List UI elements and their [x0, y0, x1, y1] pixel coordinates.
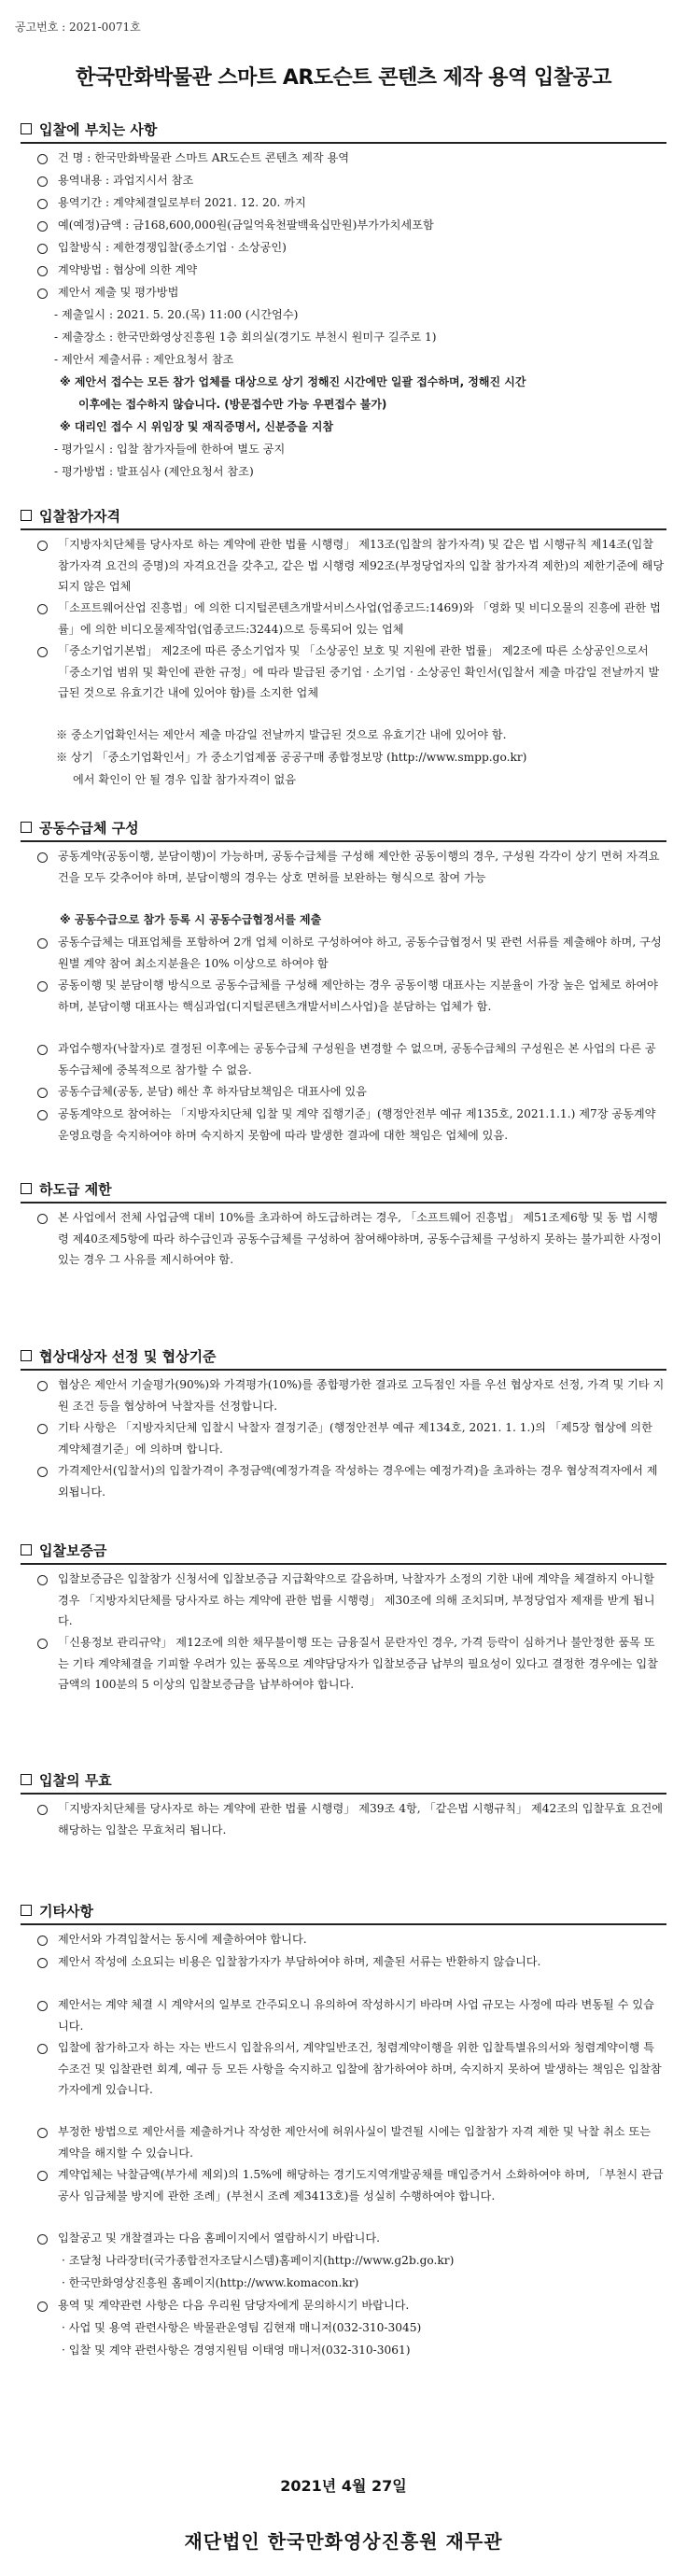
square-bullet-icon — [21, 822, 32, 833]
note-proxy: ※ 대리인 접수 시 위임장 및 재직증명서, 신분증을 지참 — [60, 420, 334, 433]
bid-bond-required: 「신용정보 관리규약」 제12조에 의한 채무불이행 또는 금융질서 문란자인 경우, 가격 등락이 심하거나 불안정한 품목 또는 기타 계약체결을 기피할 우려가 있는 품목으로 계약담당자가 입찰보증금 납부의 필요성이 있다고 결정한 경우에는 입찰금액의 100분의 5 이상의 입찰보증금을 납부하여야 합니다. — [58, 1636, 658, 1691]
section-heading — [0, 1541, 687, 1561]
section-heading — [0, 1770, 687, 1791]
circle-bullet-icon — [37, 1424, 48, 1434]
circle-bullet-icon — [37, 981, 48, 992]
misc-simultaneous: 제안서와 가격입찰서는 동시에 제출하여야 합니다. — [58, 1933, 307, 1946]
consortium-change: 과업수행자(낙찰자)로 결정된 이후에는 공동수급체 구성원을 변경할 수 없으며, 공동수급체의 구성원은 본 사업의 다른 공동수급체에 중복적으로 참가할 수 없음. — [58, 1042, 656, 1077]
circle-bullet-icon — [37, 1805, 48, 1815]
square-bullet-icon — [21, 1183, 32, 1194]
section-misc — [0, 1901, 687, 2357]
bid-method: 입찰방식 : 제한경쟁입찰(중소기업 · 소상공인) — [58, 241, 287, 254]
square-bullet-icon — [21, 1544, 32, 1555]
section-title: 공동수급체 구성 — [39, 820, 139, 837]
section-eligibility — [0, 506, 687, 786]
section-divider — [21, 142, 666, 144]
circle-bullet-icon — [37, 1936, 48, 1946]
square-bullet-icon — [21, 510, 32, 521]
circle-bullet-icon — [37, 541, 48, 551]
circle-bullet-icon — [37, 1110, 48, 1120]
circle-bullet-icon — [37, 266, 48, 276]
section-heading — [0, 818, 687, 838]
misc-results-notice: 입찰공고 및 개찰결과는 다음 홈페이지에서 열람하시기 바랍니다. — [58, 2231, 380, 2245]
note-onsite-only-cont: 이후에는 접수하지 않습니다. (방문접수만 가능 우편접수 불가) — [78, 398, 387, 411]
circle-bullet-icon — [37, 938, 48, 949]
circle-bullet-icon — [37, 1575, 48, 1585]
circle-bullet-icon — [37, 2234, 48, 2245]
section-title: 입찰의 무효 — [39, 1772, 112, 1789]
section-divider — [21, 1369, 666, 1371]
service-period: 용역기간 : 계약체결일로부터 2021. 12. 20. 까지 — [58, 196, 306, 209]
service-content: 용역내용 : 과업지시서 참조 — [58, 174, 194, 187]
link-g2b[interactable]: · 조달청 나라장터(국가종합전자조달시스템)홈페이지(http://www.g2b.go.kr) — [62, 2254, 455, 2267]
section-heading — [0, 506, 687, 527]
misc-bond-purchase: 계약업체는 낙찰금액(부가세 제외)의 1.5%에 해당하는 경기도지역개발공채를 매입증거서 소화하여야 하며, 「부천시 관급공사 임금체불 방지에 관한 조례」(부천시 조례 제3413호)를 성실히 수행하여야 합니다. — [58, 2168, 664, 2203]
note-onsite-only: ※ 제안서 접수는 모든 참가 업체를 대상으로 상기 정해진 시간에만 일괄 접수하며, 정해진 시간 — [60, 375, 526, 388]
misc-fraud: 부정한 방법으로 제안서를 제출하거나 작성한 제안서에 허위사실이 발견될 시에는 입찰참가 자격 제한 및 낙찰 취소 또는 계약을 해지할 수 있습니다. — [58, 2125, 651, 2160]
contact-contract: · 입찰 및 계약 관련사항은 경영지원팀 이태영 매니저(032-310-3061) — [62, 2344, 411, 2357]
consortium-allowed: 공동계약(공동이행, 분담이행)이 가능하며, 공동수급체를 구성해 제안한 공동이행의 경우, 구성원 각각이 상기 면허 자격요건을 모두 갖추어야 하며, 분담이행의 경우는 상호 면허를 보완하는 형식으로 참여 가능 — [58, 850, 660, 884]
circle-bullet-icon — [37, 244, 48, 254]
budget-amount: 예(예정)금액 : 금168,600,000원(금일억육천팔백육십만원)부가가치세포함 — [58, 218, 434, 232]
evaluation-method: - 평가방법 : 발표심사 (제안요청서 참조) — [54, 465, 254, 478]
eligibility-law: 「지방자치단체를 당사자로 하는 계약에 관한 법률 시행령」 제13조(입찰의 참가자격) 및 같은 법 시행규칙 제14조(입찰 참가자격 요건의 증명)의 자격요건을 갖추고, 같은 법 시행령 제92조(부정당업자의 입찰 참가자격 제한)의 제한기준에 해당되지 않은 업체 — [58, 538, 665, 593]
circle-bullet-icon — [37, 289, 48, 299]
submission-date: - 제출일시 : 2021. 5. 20.(목) 11:00 (시간엄수) — [54, 308, 299, 321]
misc-cost: 제안서 작성에 소요되는 비용은 입찰참가자가 부담하여야 하며, 제출된 서류는 반환하지 않습니다. — [58, 1955, 541, 1968]
consortium-size: 공동수급체는 대표업체를 포함하여 2개 업체 이하로 구성하여야 하고, 공동수급협정서 및 관련 서류를 제출해야 하며, 구성원별 계약 참여 최소지분율은 10% 이상으로 하여야 함 — [58, 936, 662, 970]
circle-bullet-icon — [37, 1381, 48, 1391]
link-komacon[interactable]: · 한국만화영상진흥원 홈페이지(http://www.komacon.kr) — [62, 2276, 359, 2289]
square-bullet-icon — [21, 123, 32, 134]
circle-bullet-icon — [37, 852, 48, 863]
circle-bullet-icon — [37, 221, 48, 232]
section-heading — [0, 1346, 687, 1367]
circle-bullet-icon — [37, 1639, 48, 1649]
section-title: 하도급 제한 — [39, 1181, 112, 1198]
consortium-rules: 공동계약으로 참여하는 「지방자치단체 입찰 및 계약 집행기준」(행정안전부 예규 제135호, 2021.1.1.) 제7장 공동계약 운영요령을 숙지하여야 하며 숙지하지 못함에 따라 발생한 결과에 대한 책임은 업체에 있음. — [58, 1107, 656, 1142]
square-bullet-icon — [21, 1905, 32, 1916]
evaluation-date: - 평가일시 : 입찰 참가자들에 한하여 별도 공지 — [54, 443, 286, 456]
section-bid-bond — [0, 1541, 687, 1691]
circle-bullet-icon — [37, 1214, 48, 1224]
notice-number: 공고번호 : 2021-0071호 — [15, 21, 141, 34]
document-title: 한국만화박물관 스마트 AR도슨트 콘텐츠 제작 용역 입찰공고 — [76, 66, 611, 90]
subcontract-limit: 본 사업에서 전체 사업금액 대비 10%를 초과하여 하도급하려는 경우, 「소프트웨어 진흥법」 제51조제6항 및 동 법 시행령 제40조제5항에 따라 하수급인과 공동수급체를 구성하여 참여해야하며, 공동수급체를 구성하지 못하는 불가피한 사정이 있는 경우 그 사유를 제시하여야 함. — [58, 1211, 662, 1266]
section-title: 입찰참가자격 — [39, 508, 120, 525]
circle-bullet-icon — [37, 1045, 48, 1055]
circle-bullet-icon — [37, 2171, 48, 2181]
consortium-leader: 공동이행 및 분담이행 방식으로 공동수급체를 구성해 제안하는 경우 공동이행 대표사는 지분율이 가장 높은 업체로 하여야 하며, 분담이행 대표사는 핵심과업(디지털콘텐츠개발서비스사업)을 분담하는 업체가 함. — [58, 978, 658, 1013]
section-divider — [21, 1923, 666, 1925]
section-divider — [21, 1202, 666, 1204]
submission-heading: 제안서 제출 및 평가방법 — [58, 286, 179, 299]
negotiation-rules: 기타 사항은 「지방자치단체 입찰시 낙찰자 결정기준」(행정안전부 예규 제134호, 2021. 1. 1.)의 「제5장 협상에 의한 계약체결기준」에 의하며 합니다. — [58, 1421, 652, 1456]
circle-bullet-icon — [37, 199, 48, 209]
section-divider — [21, 1563, 666, 1565]
submission-documents: - 제안서 제출서류 : 제안요청서 참조 — [54, 353, 234, 366]
section-negotiation — [0, 1346, 687, 1499]
circle-bullet-icon — [37, 154, 48, 164]
contact-project: · 사업 및 용역 관련사항은 박물관운영팀 김현재 매니저(032-310-3045) — [62, 2321, 422, 2334]
section-divider — [21, 840, 666, 842]
note-consortium-agreement: ※ 공동수급으로 참가 등록 시 공동수급협정서를 제출 — [60, 913, 322, 926]
consortium-warranty: 공동수급체(공동, 분담) 해산 후 하자담보책임은 대표사에 있음 — [58, 1085, 367, 1098]
eligibility-sme: 「중소기업기본법」 제2조에 따른 중소기업자 및 「소상공인 보호 및 지원에 관한 법률」 제2조에 따른 소상공인으로서 「중소기업 범위 및 확인에 관한 규정」에 따라 발급된 중기업 · 소기업 · 소상공인 확인서(입찰서 제출 마감일 전날까지 발급된 것으로 유효기간 내에 있어야 함)를 소지한 업체 — [58, 644, 660, 699]
negotiation-price-limit: 가격제안서(입찰서)의 입찰가격이 추정금액(예정가격을 작성하는 경우에는 예정가격)을 초과하는 경우 협상적격자에서 제외됩니다. — [58, 1464, 658, 1499]
bid-bond-pledge: 입찰보증금은 입찰참가 신청서에 입찰보증금 지급확약으로 갈음하며, 낙찰자가 소정의 기한 내에 계약을 체결하지 아니할 경우 「지방자치단체를 당사자로 하는 계약에 관한 법률 시행령」 제30조에 의해 조치되며, 부정당업자 제재를 받게 됩니다. — [58, 1572, 655, 1627]
circle-bullet-icon — [37, 2128, 48, 2138]
contract-method: 계약방법 : 협상에 의한 계약 — [58, 263, 198, 276]
section-divider — [21, 1793, 666, 1795]
circle-bullet-icon — [37, 176, 48, 187]
notice-date: 2021년 4월 27일 — [280, 2477, 407, 2495]
section-title: 입찰에 부치는 사항 — [39, 121, 158, 138]
misc-bidder-duty: 입찰에 참가하고자 하는 자는 반드시 입찰유의서, 계약일반조건, 청렴계약이행을 위한 입찰특별유의서와 청렴계약이행 특수조건 및 입찰관련 회계, 예규 등 모든 사항을 숙지하고 입찰에 참가하여야 하며, 숙지하지 못하여 발생하는 책임은 입찰참가자에게 있습니다. — [58, 2041, 662, 2096]
note-smpp-check: ※ 상기 「중소기업확인서」가 중소기업제품 공공구매 종합정보망 (http://www.smpp.go.kr) — [56, 751, 527, 764]
circle-bullet-icon — [37, 1088, 48, 1098]
section-heading — [0, 1179, 687, 1200]
square-bullet-icon — [21, 1774, 32, 1785]
section-divider — [21, 528, 666, 530]
section-title: 입찰보증금 — [39, 1542, 107, 1559]
section-invalid-bid — [0, 1770, 687, 1837]
note-sme-certificate: ※ 중소기업확인서는 제안서 제출 마감일 전날까지 발급된 것으로 유효기간 내에 있어야 함. — [56, 728, 507, 741]
circle-bullet-icon — [37, 2044, 48, 2054]
section-heading — [0, 120, 687, 140]
circle-bullet-icon — [37, 2001, 48, 2011]
negotiation-scoring: 협상은 제안서 기술평가(90%)와 가격평가(10%)를 종합평가한 결과로 고득점인 자를 우선 협상자로 선정, 가격 및 기타 지원 조건 등을 협상하여 낙찰자를 선정합니다. — [58, 1378, 665, 1413]
circle-bullet-icon — [37, 604, 48, 614]
circle-bullet-icon — [37, 2302, 48, 2312]
section-bid-items — [0, 120, 687, 478]
section-title: 기타사항 — [39, 1903, 93, 1920]
invalid-bid-rule: 「지방자치단체를 당사자로 하는 계약에 관한 법률 시행령」 제39조 4항, 「같은법 시행규칙」 제42조의 입찰무효 요건에 해당하는 입찰은 무효처리 됩니다. — [58, 1802, 664, 1837]
eligibility-registration: 「소프트웨어산업 진흥법」에 의한 디지털콘텐츠개발서비스사업(업종코드:1469)와 「영화 및 비디오물의 진흥에 관한 법률」에 의한 비디오물제작업(업종코드:3244)으로 등록되어 있는 업체 — [58, 601, 661, 636]
circle-bullet-icon — [37, 1467, 48, 1477]
square-bullet-icon — [21, 1350, 32, 1361]
section-heading — [0, 1901, 687, 1921]
section-title: 협상대상자 선정 및 협상기준 — [39, 1348, 217, 1365]
issuing-organization: 재단법인 한국만화영상진흥원 재무관 — [184, 2530, 503, 2553]
section-subcontract — [0, 1179, 687, 1266]
submission-place: - 제출장소 : 한국만화영상진흥원 1층 회의실(경기도 부천시 원미구 길주로 1) — [54, 331, 437, 344]
project-name: 건 명 : 한국만화박물관 스마트 AR도슨트 콘텐츠 제작 용역 — [58, 151, 350, 164]
misc-contact-intro: 용역 및 계약관련 사항은 다음 우리원 담당자에게 문의하시기 바랍니다. — [58, 2299, 410, 2312]
circle-bullet-icon — [37, 647, 48, 657]
note-smpp-check-cont: 에서 확인이 안 될 경우 입찰 참가자격이 없음 — [73, 773, 297, 786]
circle-bullet-icon — [37, 1958, 48, 1968]
misc-proposal-contract: 제안서는 계약 체결 시 계약서의 일부로 간주되오니 유의하여 작성하시기 바라며 사업 규모는 사정에 따라 변동될 수 있습니다. — [58, 1998, 654, 2033]
section-consortium — [0, 818, 687, 1142]
